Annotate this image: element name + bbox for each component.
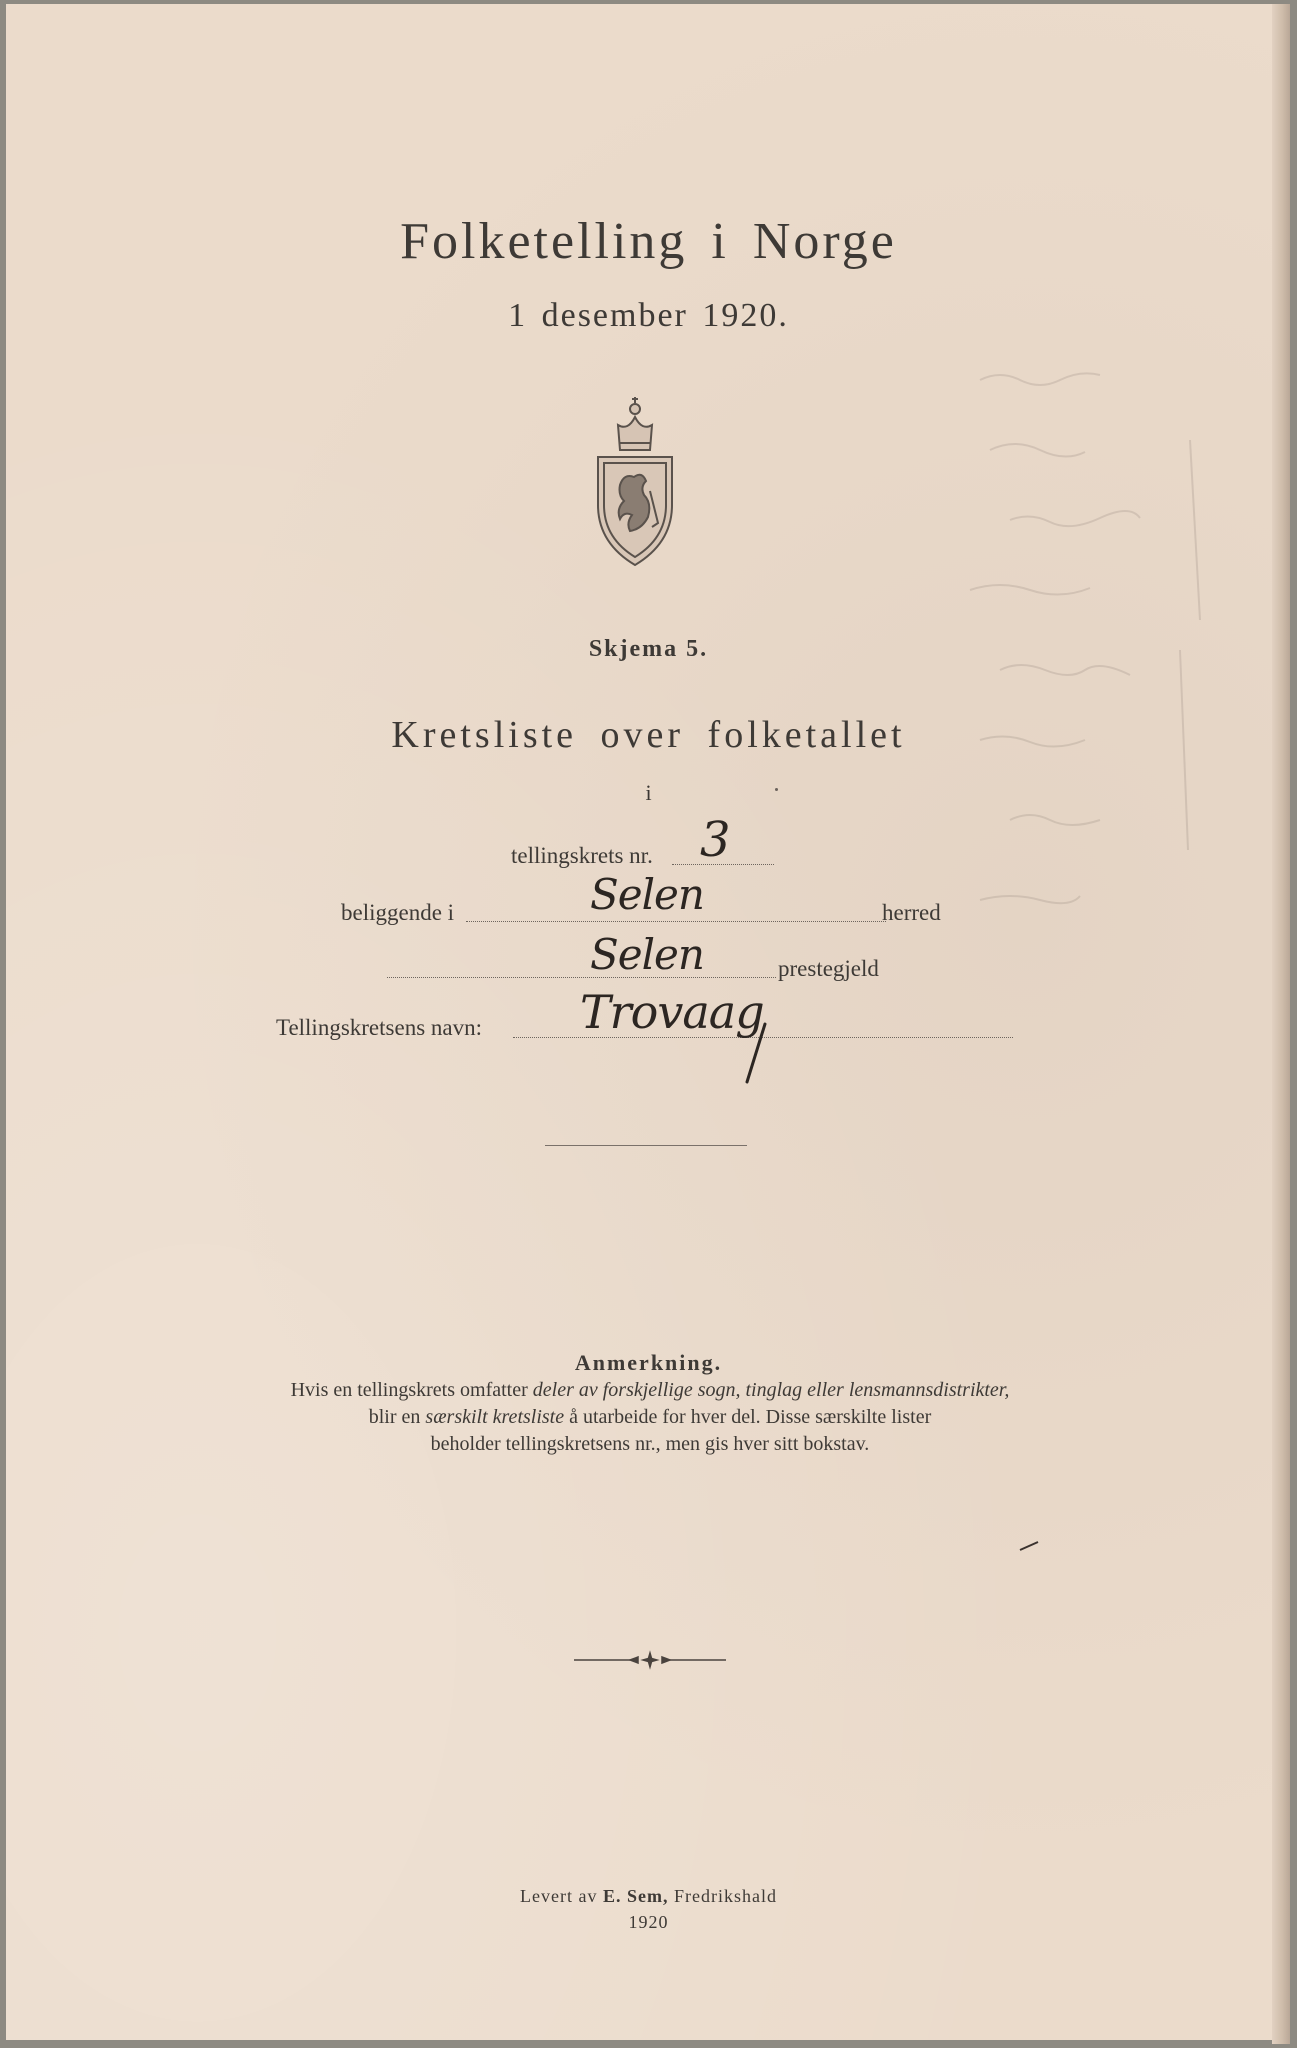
printer-credit [0,1886,1297,1907]
note-line-1-plain: Hvis en tellingskrets omfatter [290,1379,533,1401]
beliggende-label: beliggende i [341,900,455,925]
prestegjeld-value: Selen [590,930,704,979]
krets-number-value: 3 [700,812,730,868]
handwritten-stroke [735,1020,775,1090]
ink-mark [1018,1540,1042,1552]
printer-name: E. Sem, [602,1886,669,1906]
krets-name-label: Tellingskretsens navn: [276,1015,482,1040]
note-line-2 [200,1404,1100,1431]
bleed-through-marks [950,320,1230,1080]
printer-place: Fredrikshald [668,1886,777,1906]
preposition-label: i [645,780,652,805]
krets-number-label: tellingskrets nr. [511,843,653,868]
printer-prefix: Levert av [520,1886,603,1906]
schema-number: Skjema 5. [588,636,709,662]
herred-line [466,921,886,922]
note-body [200,1377,1100,1458]
printer-year: 1920 [628,1912,669,1932]
prestegjeld-line [387,977,776,978]
ornament-divider [570,1650,730,1670]
document-title: Folketelling i Norge [400,213,897,270]
note-line-2-italic: særskilt kretsliste [425,1406,565,1428]
ink-dot [775,788,778,791]
coat-of-arms-emblem [590,395,680,570]
census-date: 1 desember 1920. [508,297,789,334]
note-line-2-plain-b: å utarbeide for hver del. Disse særskilte lister [564,1406,932,1428]
note-title: Anmerkning. [574,1350,723,1375]
prestegjeld-label: prestegjeld [778,956,879,981]
note-line-2-plain-a: blir en [368,1406,426,1428]
note-line-3: beholder tellingskretsens nr., men gis hver sitt bokstav. [430,1433,870,1455]
krets-name-value: Trovaag [580,985,764,1039]
herred-label: herred [882,900,941,925]
herred-value: Selen [590,870,704,919]
section-divider [545,1145,747,1146]
note-line-1-italic: deler av forskjellige sogn, tinglag eller lensmannsdistrikter, [532,1379,1010,1401]
note-line-1 [200,1377,1100,1404]
form-heading: Kretsliste over folketallet [391,714,906,756]
